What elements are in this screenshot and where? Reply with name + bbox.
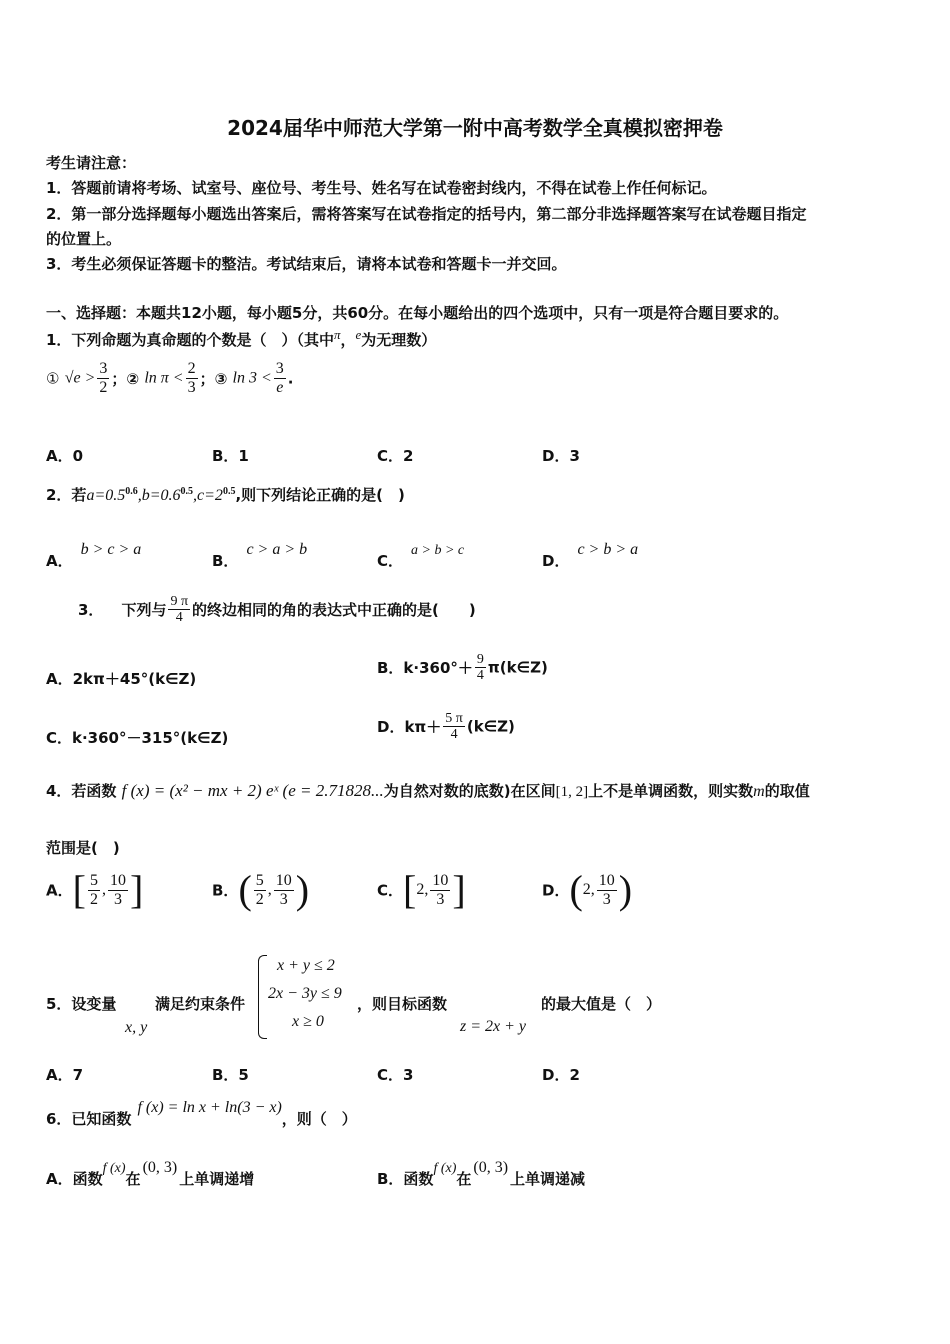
- q2-a-value: b > c > a: [80, 541, 142, 558]
- q4-c-two: 2,: [416, 881, 429, 898]
- question-4-stem-cont: 范围是( ): [46, 839, 120, 857]
- q4-d-label: D．: [542, 881, 570, 900]
- q5-stem-b: 满足约束条件: [155, 995, 246, 1013]
- q4-b-num-2: 10: [275, 871, 292, 889]
- q4-a-num-1: 5: [89, 871, 98, 889]
- q6-a-interval: (0, 3): [142, 1159, 178, 1176]
- q2-option-a[interactable]: [46, 540, 141, 571]
- q6-stem-a: 6．已知函数: [46, 1110, 132, 1128]
- q4-stem-b: 为自然对数的底数)在区间: [383, 782, 556, 800]
- q3-b-den: 4: [476, 668, 484, 683]
- notice-heading: 考生请注意：: [46, 154, 137, 172]
- q4-a-num-2: 10: [109, 871, 126, 889]
- q5-constraint-3: x ≥ 0: [292, 1013, 324, 1030]
- prop-2-fraction: [186, 360, 198, 397]
- q6-option-b[interactable]: [377, 1158, 585, 1189]
- sep-2: ；③: [199, 370, 228, 388]
- q4-c-label: C．: [377, 881, 404, 900]
- q4-a-frac-1: [88, 872, 100, 909]
- q3-d-fraction: [443, 711, 465, 742]
- q5-stem-c: ，则目标函数: [357, 995, 448, 1013]
- q5-stem-d: 的最大值是（ ）: [541, 995, 662, 1013]
- q2-exp-b: 0.5: [180, 486, 194, 497]
- q5-option-c[interactable]: C．3: [377, 1066, 414, 1084]
- prop-2-lhs: ln π <: [144, 369, 184, 387]
- q1-stem-b: 为无理数）: [361, 331, 437, 349]
- q4-a-left-bracket: [: [72, 867, 86, 912]
- page-title: 2024届华中师范大学第一附中高考数学全真模拟密押卷: [227, 116, 723, 140]
- question-2-stem: [46, 484, 405, 505]
- q3-d-den: 4: [450, 727, 458, 742]
- q4-d-two: 2,: [582, 881, 595, 898]
- prop-1-lhs: √e >: [64, 369, 96, 387]
- q4-stem-a: 4．若函数: [46, 782, 117, 800]
- q5-constraint-2: 2x − 3y ≤ 9: [268, 985, 342, 1002]
- q3-option-b[interactable]: [377, 652, 548, 683]
- q4-b-right-paren: ): [295, 867, 310, 912]
- prop-3-lhs: ln 3 <: [232, 369, 272, 387]
- q2-d-label: D．: [542, 552, 570, 570]
- prop-3-end: .: [287, 369, 294, 388]
- q1-option-b[interactable]: B．1: [212, 447, 249, 465]
- q5-constraint-brace: [258, 955, 267, 1039]
- q1-option-a[interactable]: A．0: [46, 447, 84, 465]
- q5-option-a[interactable]: A．7: [46, 1066, 84, 1084]
- q1-option-c[interactable]: C．2: [377, 447, 414, 465]
- q6-a-a: A．函数: [46, 1170, 103, 1188]
- q4-m: m: [753, 783, 765, 800]
- prop-3-den: e: [276, 379, 284, 396]
- pi-symbol: π: [333, 327, 341, 342]
- prop-1-fraction: [97, 360, 109, 397]
- q4-d-num: 10: [598, 871, 615, 889]
- q4-a-comma: ,: [101, 881, 106, 898]
- q6-a-f: f (x): [102, 1161, 126, 1176]
- q4-option-d[interactable]: [542, 867, 633, 912]
- q6-a-b: 在: [125, 1170, 141, 1188]
- q3-stem-a: 下列与: [121, 601, 167, 619]
- q4-c-right-bracket: ]: [452, 867, 466, 912]
- q6-b-interval: (0, 3): [473, 1159, 509, 1176]
- q3-d-num: 5 π: [445, 711, 463, 726]
- q2-stem-a: 2．若: [46, 486, 87, 504]
- q4-a-frac-2: [108, 872, 128, 909]
- q4-d-left-paren: (: [569, 867, 583, 912]
- q4-c-den: 3: [436, 890, 445, 908]
- q1-stem-a: 1．下列命题为真命题的个数是（ ）（其中: [46, 331, 334, 349]
- q2-stem-b: ,则下列结论正确的是( ): [235, 486, 405, 504]
- q3-b-num: 9: [476, 652, 484, 667]
- q4-interval: [1, 2]: [555, 784, 589, 800]
- q2-c-label: C．: [377, 552, 404, 570]
- q5-objective: z = 2x + y: [460, 1018, 527, 1035]
- prop-1-mark: ①: [46, 369, 60, 388]
- q2-c-value: a > b > c: [411, 543, 465, 558]
- q3-d-a: D．kπ＋: [377, 718, 442, 736]
- q4-b-label: B．: [212, 881, 239, 900]
- notice-item-2: 2．第一部分选择题每小题选出答案后，需将答案写在试卷指定的括号内，第二部分非选择题答案写在试卷题目指定: [46, 205, 807, 223]
- q1-comma: ，: [340, 331, 356, 349]
- q2-option-b[interactable]: [212, 540, 307, 571]
- q5-vars: x, y: [125, 1019, 148, 1036]
- q3-frac-den: 4: [175, 610, 183, 625]
- q4-stem-c: 上不是单调函数，则实数: [588, 782, 754, 800]
- notice-item-1: 1．答题前请将考场、试室号、座位号、考生号、姓名写在试卷密封线内，不得在试卷上作任何标记。: [46, 179, 717, 197]
- q4-b-left-paren: (: [238, 867, 252, 912]
- q4-b-den-1: 2: [255, 890, 264, 908]
- q2-b-label: B．: [212, 552, 239, 570]
- q4-option-c[interactable]: [377, 867, 466, 912]
- q3-b-a: B．k·360°＋: [377, 659, 473, 677]
- q4-b-den-2: 3: [279, 890, 288, 908]
- q3-option-c[interactable]: C．k·360°－315°(k∈Z): [46, 729, 229, 747]
- question-4-stem: [46, 780, 810, 801]
- question-6-stem: [46, 1098, 357, 1129]
- q3-d-b: (k∈Z): [466, 717, 515, 736]
- q4-a-den-1: 2: [89, 890, 98, 908]
- q5-stem-a: 5．设变量: [46, 995, 117, 1013]
- q2-expr-a: a=0.5: [86, 487, 126, 504]
- q4-a-right-bracket: ]: [129, 867, 144, 912]
- q2-expr-b: ,b=0.6: [137, 487, 181, 504]
- q4-d-den: 3: [602, 890, 611, 908]
- q3-num: 3．: [78, 601, 104, 619]
- q2-exp-a: 0.6: [125, 486, 138, 497]
- prop-3-fraction: [274, 360, 286, 397]
- q4-d-frac: [597, 872, 617, 909]
- q1-option-d[interactable]: D．3: [542, 447, 580, 465]
- e-symbol: e: [355, 327, 362, 342]
- prop-2-num: 2: [187, 360, 196, 377]
- q5-option-d[interactable]: D．2: [542, 1066, 580, 1084]
- q4-function: f (x) = (x² − mx + 2) eˣ (e = 2.71828...: [121, 781, 384, 800]
- q4-c-frac: [430, 872, 450, 909]
- q4-stem-d: 的取值: [764, 782, 810, 800]
- q2-b-value: c > a > b: [246, 541, 308, 558]
- prop-1-num: 3: [99, 360, 108, 377]
- q3-b-fraction: [475, 652, 486, 683]
- q4-c-left-bracket: [: [403, 867, 417, 912]
- q3-option-d[interactable]: [377, 711, 515, 742]
- q4-b-frac-1: [254, 872, 266, 909]
- q2-option-d[interactable]: [542, 540, 638, 571]
- q6-function: f (x) = ln x + ln(3 − x): [137, 1099, 282, 1116]
- q4-b-num-1: 5: [255, 871, 264, 889]
- prop-1-den: 2: [99, 379, 108, 396]
- q4-a-den-2: 3: [113, 890, 122, 908]
- prop-2-den: 3: [187, 379, 196, 396]
- q4-d-right-paren: ): [618, 867, 633, 912]
- question-3-stem: [78, 594, 476, 625]
- q4-option-b[interactable]: [212, 867, 310, 912]
- q6-stem-b: ，则（ ）: [281, 1110, 357, 1128]
- question-1-stem: [46, 327, 436, 350]
- q2-a-label: A．: [46, 552, 73, 570]
- q6-b-a: B．函数: [377, 1170, 434, 1188]
- q2-d-value: c > b > a: [577, 541, 639, 558]
- q3-fraction: [168, 594, 190, 625]
- q2-expr-c: ,c=2: [193, 487, 223, 504]
- q2-exp-c: 0.5: [222, 486, 236, 497]
- q6-option-a[interactable]: [46, 1158, 254, 1189]
- prop-3-num: 3: [275, 360, 284, 377]
- q3-stem-b: 的终边相同的角的表达式中正确的是( ): [192, 601, 476, 619]
- q5-constraint-1: x + y ≤ 2: [277, 957, 335, 974]
- q6-b-f: f (x): [433, 1161, 457, 1176]
- q3-frac-num: 9 π: [170, 594, 189, 609]
- notice-item-2-cont: 的位置上。: [46, 230, 122, 248]
- question-1-propositions: [46, 360, 293, 397]
- sep-1: ；②: [111, 370, 140, 388]
- q4-b-frac-2: [274, 872, 294, 909]
- q2-option-c[interactable]: [377, 540, 464, 571]
- section-heading: 一、选择题：本题共12小题，每小题5分，共60分。在每小题给出的四个选项中，只有一项是符合题目要求的。: [46, 304, 789, 322]
- q3-b-b: π(k∈Z): [487, 658, 548, 677]
- q4-option-a[interactable]: [46, 867, 144, 912]
- q4-b-comma: ,: [267, 881, 272, 898]
- q3-option-a[interactable]: A．2kπ＋45°(k∈Z): [46, 670, 197, 688]
- q6-b-c: 上单调递减: [510, 1170, 586, 1188]
- notice-item-3: 3．考生必须保证答题卡的整洁。考试结束后，请将本试卷和答题卡一并交回。: [46, 255, 567, 273]
- q6-a-c: 上单调递增: [179, 1170, 255, 1188]
- q4-a-label: A．: [46, 881, 73, 900]
- q6-b-b: 在: [456, 1170, 472, 1188]
- q4-c-num: 10: [432, 871, 449, 889]
- q5-option-b[interactable]: B．5: [212, 1066, 249, 1084]
